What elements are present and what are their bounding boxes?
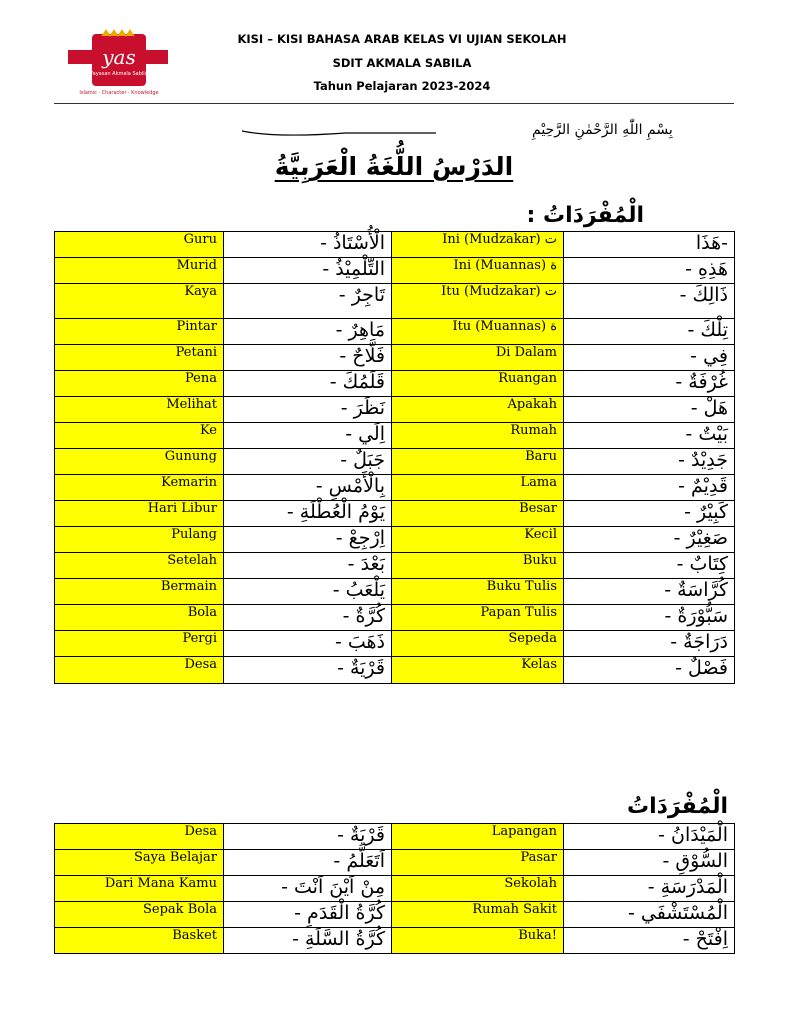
indonesian-word: Gunung [55,449,224,475]
indonesian-word: Hari Libur [55,501,224,527]
arabic-word: فِي - [564,345,735,371]
indonesian-word: Papan Tulis [392,605,564,631]
indonesian-word: Apakah [392,397,564,423]
arabic-word: قَرْيَةٌ - [224,657,392,684]
table-row [55,319,735,345]
indonesian-word: Sekolah [392,876,564,902]
arabic-word: السُّوْقِ - [564,850,735,876]
indonesian-word: Kelas [392,657,564,684]
indonesian-word: Sepeda [392,631,564,657]
table-row [55,449,735,475]
table-row [55,475,735,501]
table-row [55,371,735,397]
indonesian-word: Setelah [55,553,224,579]
indonesian-word: Baru [392,449,564,475]
table-row [55,397,735,423]
indonesian-word: Pulang [55,527,224,553]
table-row [55,657,735,684]
header-title: KISI – KISI BAHASA ARAB KELAS VI UJIAN SEKOLAH [237,32,567,46]
vocabulary-heading-1: الْمُفْرَدَاتُ : [526,203,644,228]
indonesian-word: Pena [55,371,224,397]
table-row [55,423,735,449]
svg-text:Yayasan Akmala Sabila: Yayasan Akmala Sabila [90,71,148,77]
arabic-word: اِفْتَحْ - [564,928,735,954]
arabic-word: بِالْأَمْسِ - [224,475,392,501]
indonesian-word: Melihat [55,397,224,423]
table-row [55,631,735,657]
table-row [55,501,735,527]
indonesian-word: Ke [55,423,224,449]
indonesian-word: Kaya [55,284,224,319]
arabic-word: صَغِيْرٌ - [564,527,735,553]
arabic-word: الْأُسْتَاذُ - [224,232,392,258]
indonesian-word: Buka! [392,928,564,954]
arabic-word: ذَهَبَ - [224,631,392,657]
document-header [0,0,768,104]
indonesian-word: Bola [55,605,224,631]
indonesian-word: Desa [55,824,224,850]
arabic-word: سَبُّوْرَةٌ - [564,605,735,631]
vocabulary-table-2 [54,823,735,954]
indonesian-word: Pintar [55,319,224,345]
arabic-word: مَاهِرٌ - [224,319,392,345]
indonesian-word: Itu (Muannas) ة [392,319,564,345]
arabic-word: كُرَّةٌ - [224,605,392,631]
arabic-word: قَدِيْمٌ - [564,475,735,501]
table-row [55,527,735,553]
arabic-word: هَذِهِ - [564,258,735,284]
vocabulary-table-1 [54,231,735,684]
arabic-word: كُرَّاسَةٌ - [564,579,735,605]
indonesian-word: Di Dalam [392,345,564,371]
arabic-word: كُرَّةُ السَّلَةِ - [224,928,392,954]
arabic-word: التِّلْمِيْذُ - [224,258,392,284]
arabic-word: نَظَرَ - [224,397,392,423]
indonesian-word: Pergi [55,631,224,657]
indonesian-word: Buku [392,553,564,579]
arabic-word: الْمَيْدَانُ - [564,824,735,850]
indonesian-word: Guru [55,232,224,258]
table-row [55,284,735,319]
table-row [55,928,735,954]
indonesian-word: Buku Tulis [392,579,564,605]
arabic-word: دَرَاجَةٌ - [564,631,735,657]
table-row [55,824,735,850]
indonesian-word: Ini (Muannas) ة [392,258,564,284]
arabic-word: اِرْجِعْ - [224,527,392,553]
arabic-word: اَتَعَلَّمُ - [224,850,392,876]
indonesian-word: Petani [55,345,224,371]
arabic-word: ذَالِكَ - [564,284,735,319]
indonesian-word: Rumah Sakit [392,902,564,928]
arabic-word: تَاجِرٌ - [224,284,392,319]
table-row [55,345,735,371]
indonesian-word: Kemarin [55,475,224,501]
table-row [55,876,735,902]
arabic-word: كُرَّةُ الْقَدَمِ - [224,902,392,928]
arabic-word: قَرْيَةٌ - [224,824,392,850]
table-row [55,579,735,605]
indonesian-word: Lama [392,475,564,501]
arabic-word: جَدِيْدٌ - [564,449,735,475]
school-name: SDIT AKMALA SABILA [332,56,472,70]
table-row [55,850,735,876]
arabic-word: الْمَدْرَسَةِ - [564,876,735,902]
arabic-word: الْمُسْتَشْفَي - [564,902,735,928]
arabic-word: جَبَلٌ - [224,449,392,475]
header-divider [54,103,734,104]
table-row [55,605,735,631]
indonesian-word: Murid [55,258,224,284]
indonesian-word: Dari Mana Kamu [55,876,224,902]
arabic-word: اِلَي - [224,423,392,449]
indonesian-word: Sepak Bola [55,902,224,928]
indonesian-word: Kecil [392,527,564,553]
table-row [55,232,735,258]
arabic-word: مِنْ اَيْنَ اَنْتَ - [224,876,392,902]
arabic-word: كِتَابٌ - [564,553,735,579]
indonesian-word: Ruangan [392,371,564,397]
arabic-word: غُرْفَةٌ - [564,371,735,397]
arabic-word: قَلَمُكَ - [224,371,392,397]
arabic-word: يَوْمُ الْعُطْلَةِ - [224,501,392,527]
lesson-title: الدَرْسُ اللُّغَةُ الْعَرَبِيَّةُ [274,152,514,181]
table-row [55,553,735,579]
arabic-word: بَيْتٌ - [564,423,735,449]
academic-year: Tahun Pelajaran 2023-2024 [313,79,491,93]
indonesian-word: Lapangan [392,824,564,850]
vocabulary-heading-2: الْمُفْرَدَاتُ [626,794,728,819]
svg-text:Islamic · Character · Knowledg: Islamic · Character · Knowledge [79,90,159,96]
svg-text:بِسْمِ اللّٰهِ الرَّحْمٰنِ الر: بِسْمِ اللّٰهِ الرَّحْمٰنِ الرَّحِيْمِ [532,122,673,138]
indonesian-word: Desa [55,657,224,684]
arabic-word: -هَذَا [564,232,735,258]
table-row [55,258,735,284]
indonesian-word: Bermain [55,579,224,605]
svg-text:yas: yas [102,45,136,69]
arabic-word: هَلْ - [564,397,735,423]
indonesian-word: Basket [55,928,224,954]
indonesian-word: Besar [392,501,564,527]
indonesian-word: Rumah [392,423,564,449]
arabic-word: كَبِيْرٌ - [564,501,735,527]
table-row [55,902,735,928]
arabic-word: فَصْلٌ - [564,657,735,684]
indonesian-word: Ini (Mudzakar) ت [392,232,564,258]
arabic-word: فَلَّاحٌ - [224,345,392,371]
arabic-word: بَعْدَ - [224,553,392,579]
indonesian-word: Itu (Mudzakar) ت [392,284,564,319]
arabic-word: تِلْكَ - [564,319,735,345]
basmalah-calligraphy [236,116,673,142]
indonesian-word: Saya Belajar [55,850,224,876]
arabic-word: يَلْعَبُ - [224,579,392,605]
indonesian-word: Pasar [392,850,564,876]
